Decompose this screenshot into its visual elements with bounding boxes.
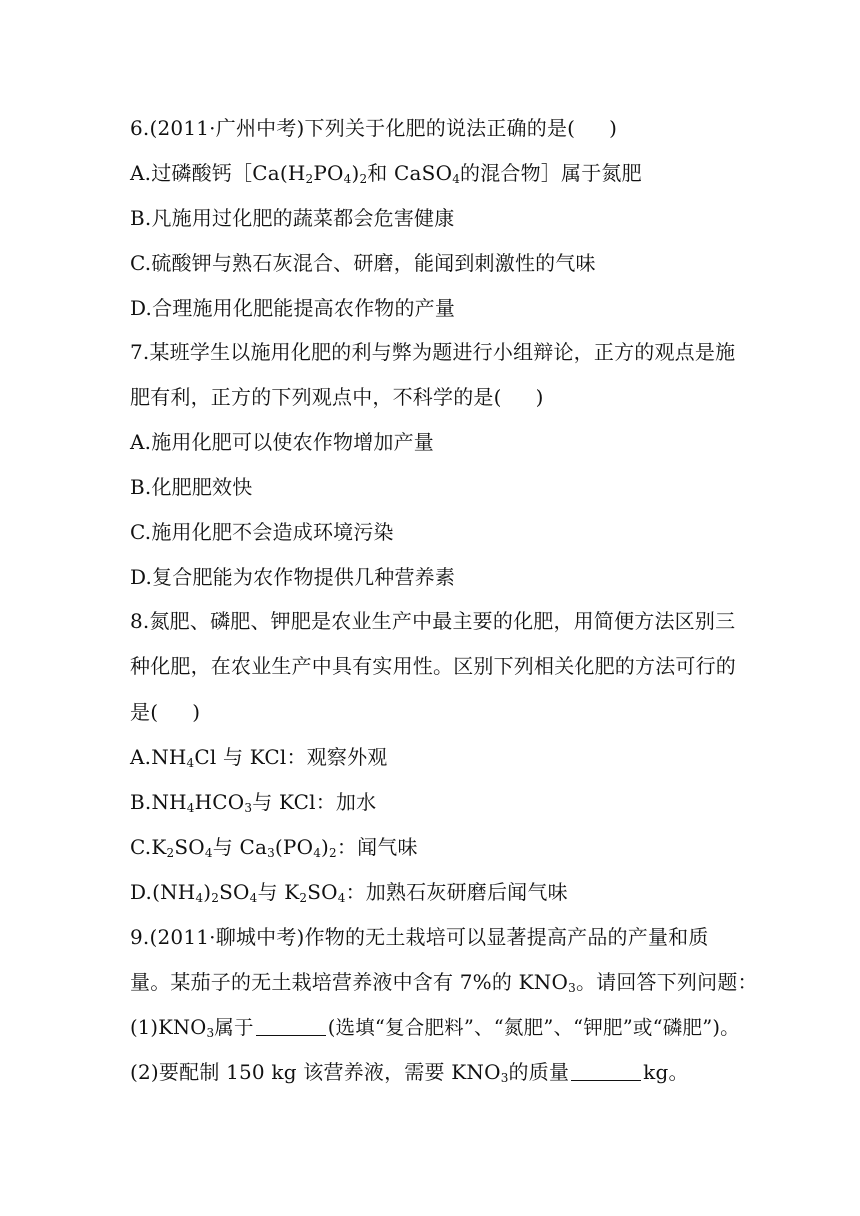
text: B.凡施用过化肥的蔬菜都会危害健康 [130, 206, 455, 230]
q8-option-c [130, 835, 418, 859]
subscript: 2 [359, 172, 368, 186]
subscript: 4 [343, 172, 352, 186]
text: PO [313, 161, 344, 185]
text: (2)要配制 150 kg 该营养液，需要 KNO [130, 1060, 501, 1084]
text: 与 K [257, 880, 300, 904]
text: 肥有利，正方的下列观点中，不科学的是( [130, 385, 502, 409]
text: C.硫酸钾与熟石灰混合、研磨，能闻到刺激性的气味 [130, 251, 596, 275]
text: ) [192, 700, 201, 724]
q7-option-b [130, 475, 252, 499]
q9-stem-line1 [130, 925, 709, 949]
text: 与 KCl：加水 [252, 790, 377, 814]
subscript: 4 [249, 891, 258, 905]
q9-part2 [130, 1060, 689, 1084]
text: (1)KNO [130, 1016, 207, 1039]
text: ) [535, 385, 544, 409]
subscript: 4 [195, 891, 204, 905]
q6-stem-end: ) [609, 116, 618, 140]
q6-stem-text: 6.(2011·广州中考)下列关于化肥的说法正确的是( [130, 116, 576, 140]
subscript: 4 [186, 801, 195, 815]
text: 的混合物］属于氮肥 [460, 161, 642, 185]
q6-stem [130, 116, 617, 140]
q6-option-d [130, 296, 455, 320]
subscript: 3 [568, 981, 576, 995]
q7-stem-line1 [130, 340, 735, 364]
subscript: 3 [244, 801, 253, 815]
text: 是( [130, 700, 159, 724]
text: D.(NH [130, 880, 196, 904]
q7-option-d [130, 565, 455, 589]
text: (选填“复合肥料”、“氮肥”、“钾肥”或“磷肥”)。 [327, 1016, 740, 1039]
text: B.化肥肥效快 [130, 475, 253, 499]
text: 种化肥，在农业生产中具有实用性。区别下列相关化肥的方法可行的 [130, 654, 736, 678]
text: (PO [274, 835, 314, 859]
text: HCO [194, 790, 245, 814]
text: Cl 与 KCl：观察外观 [194, 745, 388, 769]
subscript: 4 [452, 172, 461, 186]
q9-part1 [130, 1015, 740, 1040]
subscript: 2 [305, 172, 314, 186]
q6-option-a [130, 161, 642, 185]
subscript: 4 [313, 846, 322, 860]
subscript: 4 [186, 756, 195, 770]
text: 8.氮肥、磷肥、钾肥是农业生产中最主要的化肥，用简便方法区别三 [130, 609, 736, 633]
text: ) [351, 161, 360, 185]
answer-blank [571, 1060, 641, 1081]
subscript: 2 [211, 891, 220, 905]
q7-option-c [130, 520, 394, 544]
text: ) [321, 835, 330, 859]
text: A.施用化肥可以使农作物增加产量 [130, 430, 435, 454]
text: C.K [130, 835, 167, 859]
text: 。请回答下列问题： [575, 970, 758, 994]
text: C.施用化肥不会造成环境污染 [130, 520, 394, 544]
q6-option-c [130, 251, 596, 275]
text: ) [203, 880, 212, 904]
text: 的质量 [508, 1060, 570, 1084]
subscript: 2 [166, 846, 175, 860]
q8-stem-line2 [130, 654, 736, 678]
subscript: 2 [299, 891, 308, 905]
text: B.NH [130, 790, 187, 814]
subscript: 4 [337, 891, 346, 905]
text: 9.(2011·聊城中考)作物的无土栽培可以显著提高产品的产量和质 [130, 925, 709, 949]
text: ：加熟石灰研磨后闻气味 [345, 880, 568, 904]
text: 属于 [214, 1016, 254, 1039]
text: D.复合肥能为农作物提供几种营养素 [130, 565, 456, 589]
answer-blank [256, 1015, 326, 1036]
subscript: 3 [206, 1026, 215, 1040]
text: SO [219, 880, 250, 904]
q8-option-d [130, 880, 568, 904]
q8-option-a [130, 745, 388, 769]
q6-option-b [130, 206, 454, 230]
q9-stem-line2 [130, 970, 758, 994]
subscript: 3 [267, 846, 275, 860]
text: SO [174, 835, 205, 859]
text: D.合理施用化肥能提高农作物的产量 [130, 296, 456, 320]
subscript: 3 [500, 1071, 509, 1085]
text: 量。某茄子的无土栽培营养液中含有 7%的 KNO [130, 970, 569, 994]
q7-option-a [130, 430, 434, 454]
q8-stem-line3 [130, 700, 200, 724]
subscript: 2 [329, 846, 337, 860]
text: 7.某班学生以施用化肥的利与弊为题进行小组辩论，正方的观点是施 [130, 340, 736, 364]
text: kg。 [643, 1060, 689, 1084]
text: A.NH [130, 745, 187, 769]
q8-option-b [130, 790, 376, 814]
text: 与 Ca [212, 835, 268, 859]
text: SO [307, 880, 338, 904]
q8-stem-line1 [130, 609, 735, 633]
text: A.过磷酸钙［Ca(H [130, 161, 306, 185]
q7-stem-line2 [130, 385, 544, 409]
subscript: 4 [204, 846, 213, 860]
text: ：闻气味 [336, 835, 418, 859]
text: 和 CaSO [367, 161, 453, 185]
